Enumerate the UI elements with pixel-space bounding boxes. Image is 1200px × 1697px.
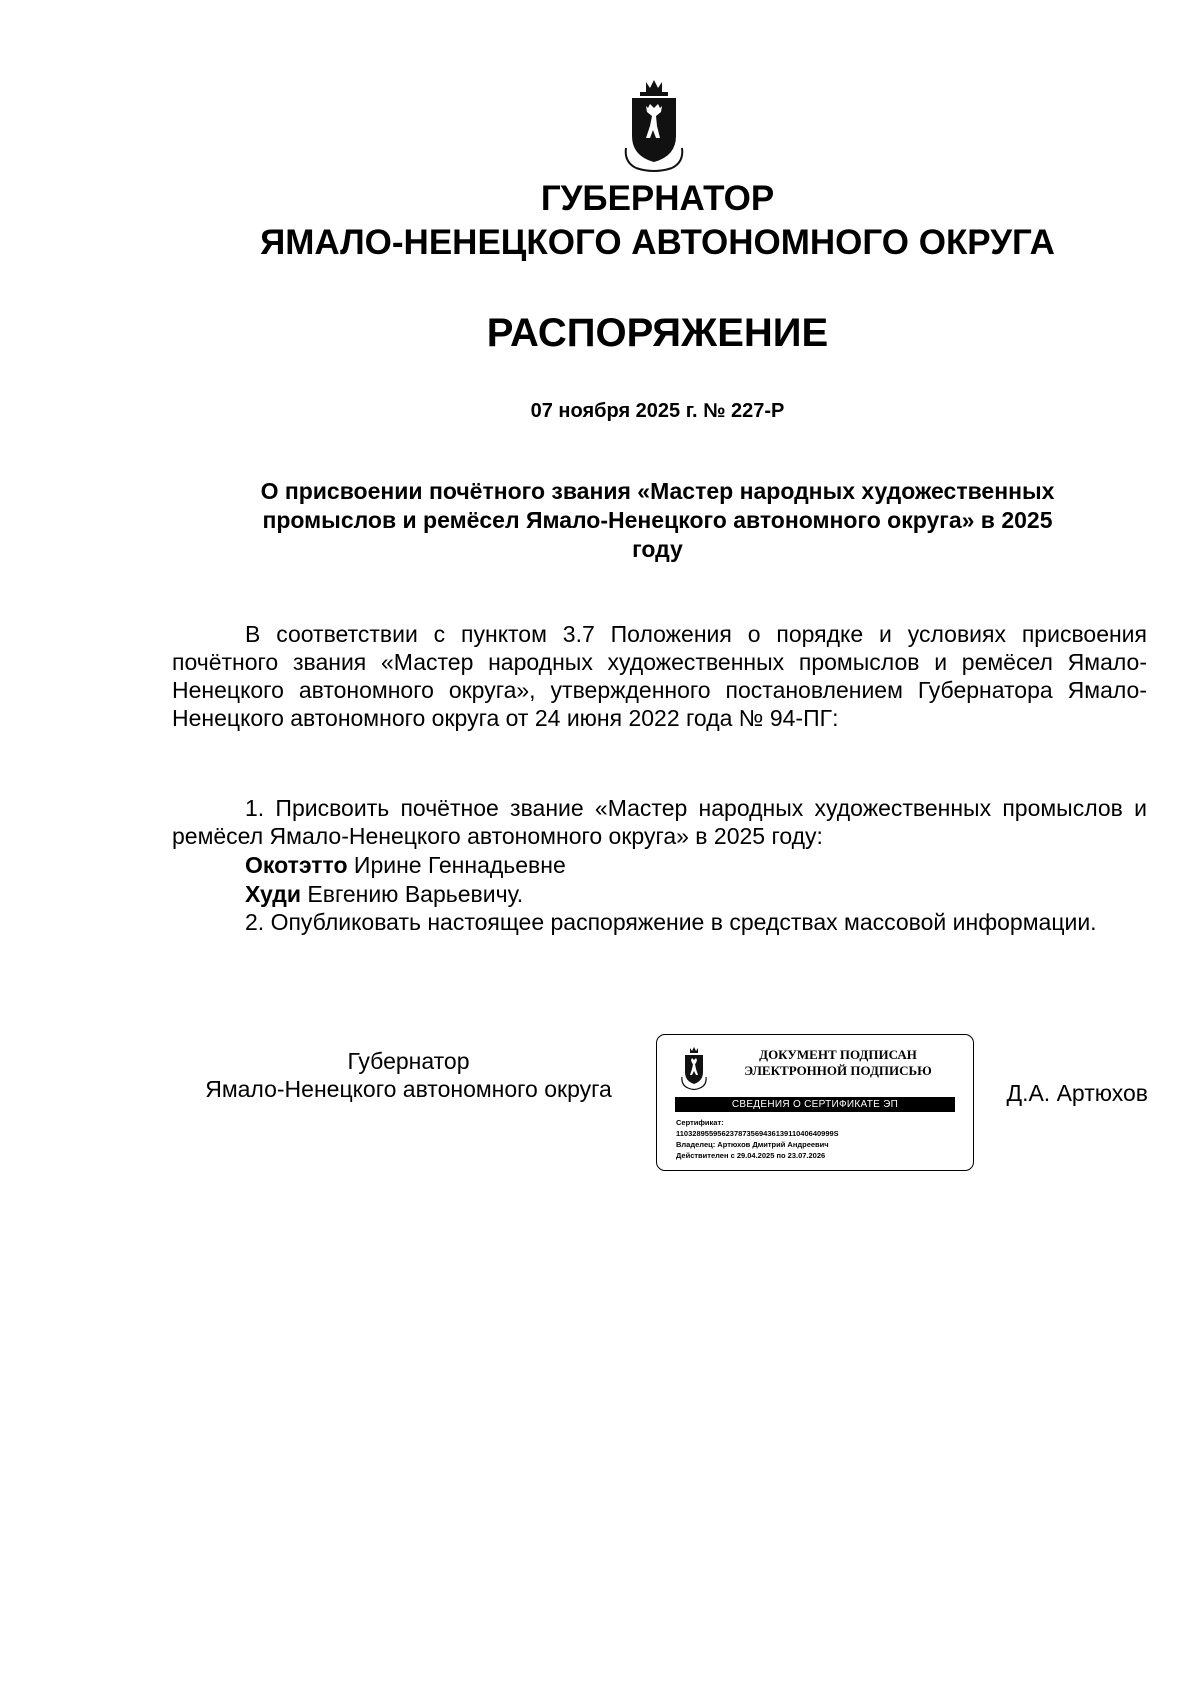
signatory-position-line1: Губернатор bbox=[347, 1048, 470, 1074]
stamp-cert-owner: Владелец: Артюхов Дмитрий Андреевич bbox=[676, 1140, 829, 1149]
recipient-2-name: Евгению Варьевичу. bbox=[307, 881, 524, 907]
stamp-cert-validity: Действителен с 29.04.2025 по 23.07.2026 bbox=[676, 1151, 826, 1160]
authority-region: ЯМАЛО-НЕНЕЦКОГО АВТОНОМНОГО ОКРУГА bbox=[260, 223, 1055, 262]
item-1-paragraph: 1. Присвоить почётное звание «Мастер народных художественных промыслов и ремёсел Ямало-Ненецкого автономного округа» в 2025 году: bbox=[172, 795, 1147, 849]
recipient-1 bbox=[245, 851, 566, 879]
stamp-header bbox=[713, 1047, 963, 1079]
recipient-2 bbox=[245, 880, 523, 908]
item-2-paragraph: 2. Опубликовать настоящее распоряжение в средствах массовой информации. bbox=[245, 909, 1097, 935]
recipient-1-surname: Окотэтто bbox=[245, 852, 348, 878]
coat-of-arms-icon bbox=[620, 78, 688, 174]
stamp-cert-details bbox=[676, 1117, 966, 1161]
signatory-position-line2: Ямало-Ненецкого автономного округа bbox=[205, 1076, 612, 1102]
recipient-1-name: Ирине Геннадьевне bbox=[353, 852, 566, 878]
document-type: РАСПОРЯЖЕНИЕ bbox=[486, 311, 829, 355]
stamp-header-line2: ЭЛЕКТРОННОЙ ПОДПИСЬЮ bbox=[744, 1063, 932, 1078]
stamp-cert-bar: СВЕДЕНИЯ О СЕРТИФИКАТЕ ЭП bbox=[675, 1097, 955, 1112]
document-date-number: 07 ноября 2025 г. № 227-Р bbox=[530, 400, 785, 422]
stamp-header-line1: ДОКУМЕНТ ПОДПИСАН bbox=[759, 1047, 917, 1062]
preamble-paragraph: В соответствии с пунктом 3.7 Положения о порядке и условиях присвоения почётного звания «Мастер народных художественных промыслов и ремёсел Ямало-Ненецкого автономного округа», утвержденного постановлением Губернатора Ямало-Ненецкого автономного округа от 24 июня 2022 года № 94-ПГ: bbox=[172, 621, 1147, 731]
authority-title: ГУБЕРНАТОР bbox=[540, 179, 775, 218]
electronic-signature-stamp bbox=[656, 1034, 974, 1171]
stamp-cert-number: 11032895595623787356943613911040640999S bbox=[676, 1129, 839, 1138]
document-subject: О присвоении почётного звания «Мастер народных художественных промыслов и ремёсел Ямало-Ненецкого автономного округа» в 2025 году bbox=[260, 478, 1055, 562]
stamp-coat-of-arms-icon bbox=[679, 1047, 709, 1091]
recipient-2-surname: Худи bbox=[245, 881, 301, 907]
stamp-cert-label: Сертификат: bbox=[676, 1118, 724, 1127]
signatory-position bbox=[172, 1047, 645, 1103]
signatory-name: Д.А. Артюхов bbox=[1006, 1080, 1148, 1106]
